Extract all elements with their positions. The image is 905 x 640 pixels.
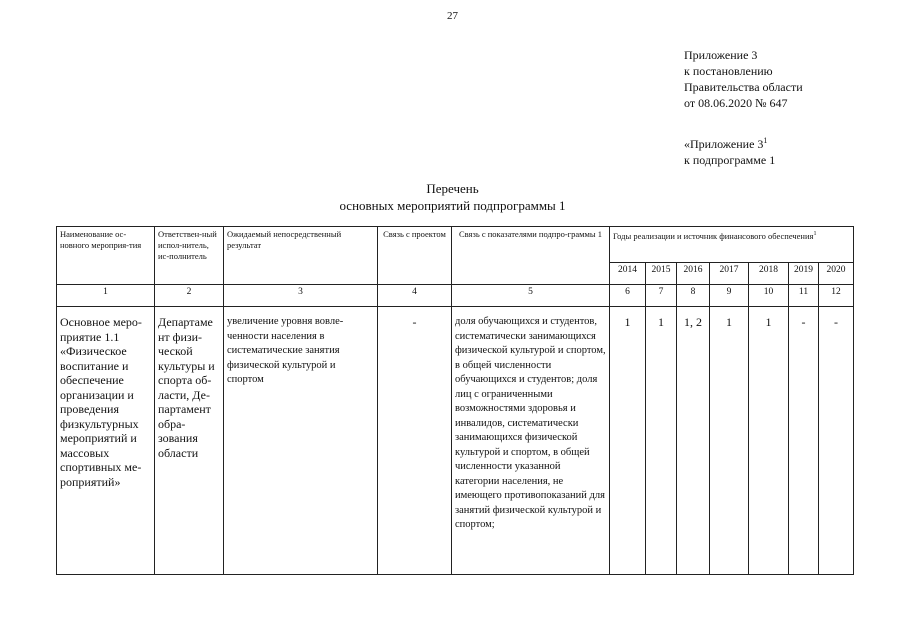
title-line: Перечень <box>426 181 479 196</box>
document-title <box>0 180 905 214</box>
column-number: 9 <box>710 285 749 307</box>
appendix-line: Правительства области <box>684 80 803 94</box>
year-cell: 2019 <box>789 263 819 285</box>
row-year-value: 1 <box>749 307 789 575</box>
row-year-value: - <box>789 307 819 575</box>
row-year-value: - <box>819 307 854 575</box>
appendix-line: к постановлению <box>684 64 773 78</box>
appendix-line: Приложение 3 <box>684 48 758 62</box>
appendix-subprogram-block <box>684 133 775 168</box>
activities-table <box>56 226 854 575</box>
column-number: 5 <box>452 285 610 307</box>
header-name: Наименование ос-новного мероприя-тия <box>57 227 155 285</box>
header-project-link: Связь с проектом <box>378 227 452 285</box>
header-years-superscript: 1 <box>813 231 817 237</box>
appendix-superscript: 1 <box>763 136 768 145</box>
column-number: 1 <box>57 285 155 307</box>
column-number: 4 <box>378 285 452 307</box>
column-number: 7 <box>646 285 677 307</box>
year-cell: 2015 <box>646 263 677 285</box>
year-cell: 2020 <box>819 263 854 285</box>
column-number: 11 <box>789 285 819 307</box>
year-cell: 2014 <box>610 263 646 285</box>
column-number: 10 <box>749 285 789 307</box>
row-year-value: 1, 2 <box>677 307 710 575</box>
row-activity-name: Основное меро-приятие 1.1 «Физическое воспитание и обеспечение организации и проведения физкультурных мероприятий и массовых спортивных ме-роприятий» <box>57 307 155 575</box>
appendix-subprogram-text: «Приложение 3 <box>684 137 764 151</box>
row-year-value: 1 <box>610 307 646 575</box>
year-cell: 2018 <box>749 263 789 285</box>
header-years-title: Годы реализации и источник финансового обеспечения <box>613 230 814 241</box>
header-years <box>610 227 854 263</box>
appendix-subprogram-line <box>684 133 775 152</box>
row-year-value: 1 <box>646 307 677 575</box>
row-responsible: Департаме нт физи-ческой культуры и спорта об-ласти, Де-партамент обра-зования области <box>155 307 224 575</box>
row-indicator-link: доля обучающихся и студентов, систематически занимающихся физической культурой и спортом, в общей численности обучающихся и студентов; доля лиц с ограниченными возможностями здоровья и инвалидов, систематически занимающихся физической культурой и спортом, в общей численности указанной категории населения, не имеющего противопоказаний для занятий физической культурой и спортом; <box>452 307 610 575</box>
row-project-link: - <box>378 307 452 575</box>
row-result: увеличение уровня вовле-ченности населения в систематические занятия физической культурой и спортом <box>224 307 378 575</box>
appendix-line: от 08.06.2020 № 647 <box>684 96 788 110</box>
appendix-subprogram-line: к подпрограмме 1 <box>684 153 776 167</box>
year-cell: 2016 <box>677 263 710 285</box>
column-number: 3 <box>224 285 378 307</box>
header-result: Ожидаемый непосредственный результат <box>224 227 378 285</box>
column-number: 6 <box>610 285 646 307</box>
column-number: 2 <box>155 285 224 307</box>
year-cell: 2017 <box>710 263 749 285</box>
column-number: 8 <box>677 285 710 307</box>
page-number: 27 <box>447 10 458 22</box>
column-number: 12 <box>819 285 854 307</box>
header-responsible: Ответствен-ный испол-нитель, ис-полнитель <box>155 227 224 285</box>
row-year-value: 1 <box>710 307 749 575</box>
title-line: основных мероприятий подпрограммы 1 <box>339 198 566 213</box>
header-indicator-link: Связь с показателями подпро-граммы 1 <box>452 227 610 285</box>
appendix-block <box>684 47 803 111</box>
